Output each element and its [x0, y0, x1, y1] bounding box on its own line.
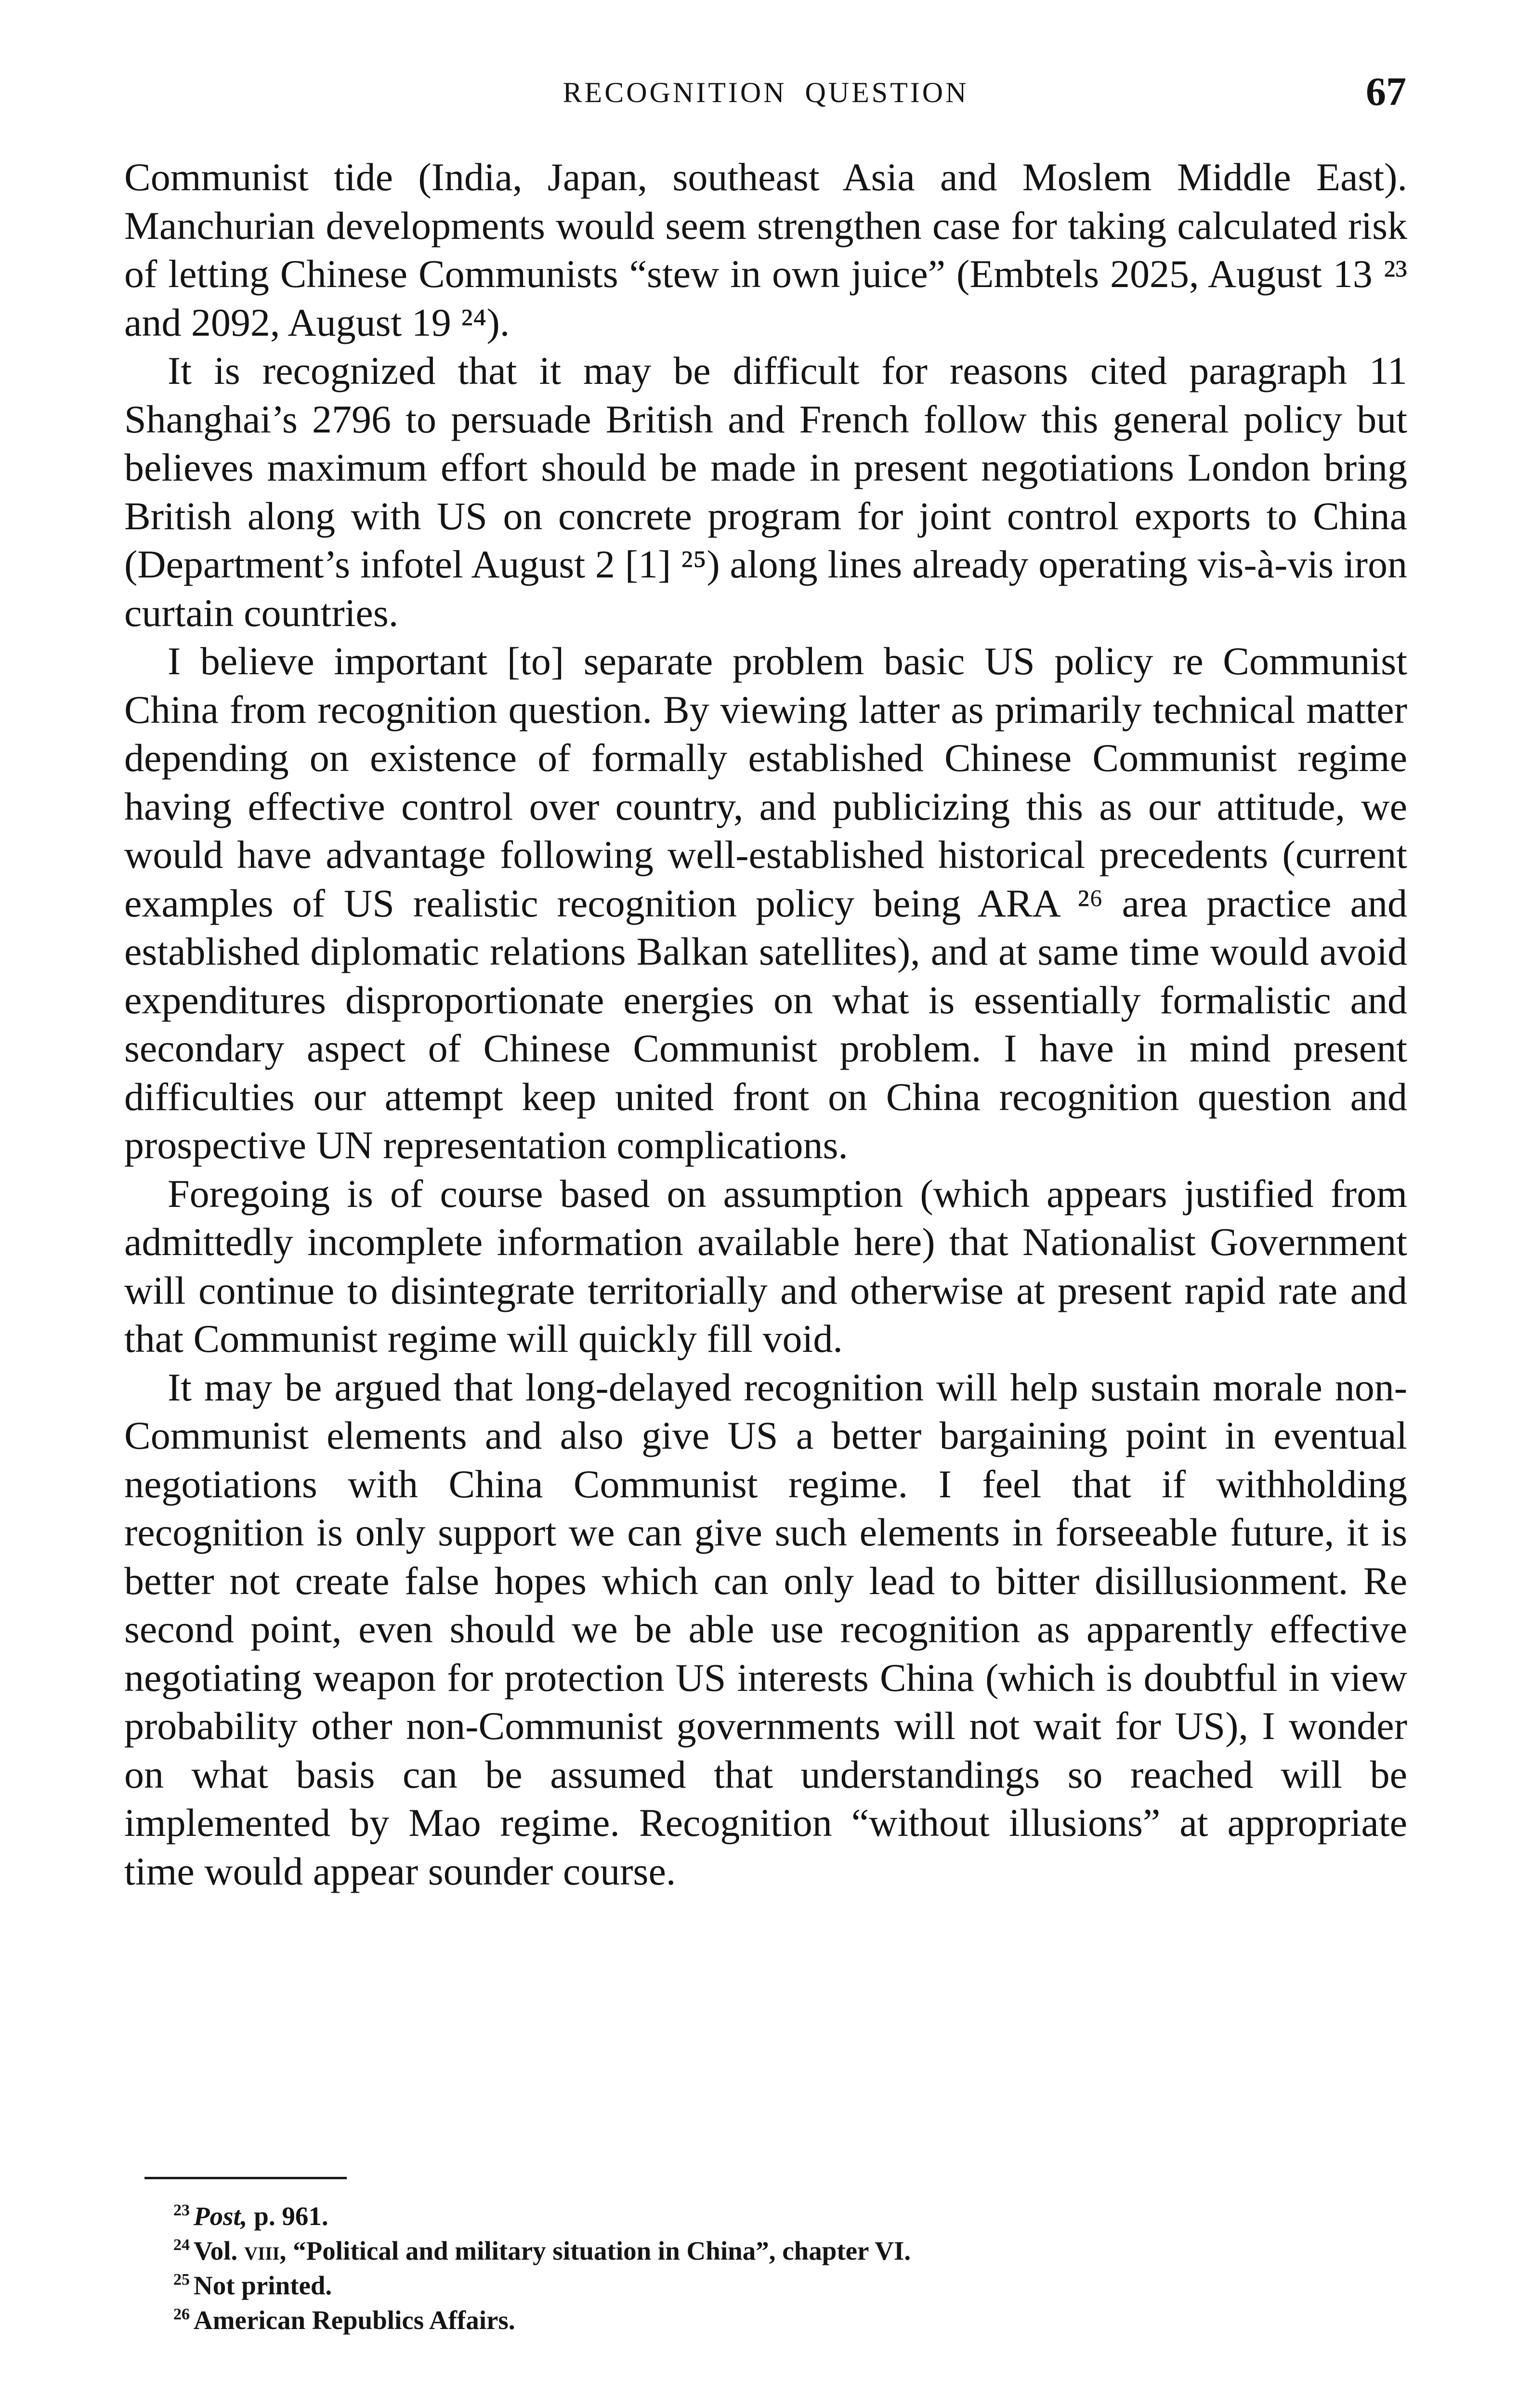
page-number: 67 — [1366, 69, 1406, 114]
paragraph-1: Communist tide (India, Japan, southeast Asia and Moslem Middle East). Manchurian developments would seem strengthen case for taking calculated risk of letting Chinese Communists “stew in own juice” (Embtels 2025, August 13 ²³ and 2092, August 19 ²⁴). — [124, 155, 1407, 344]
footnote-text: p. 961. — [247, 2201, 328, 2231]
footnote-volume: viii — [244, 2236, 280, 2265]
footnote-separator — [144, 2177, 347, 2179]
paragraph-3: I believe important [to] separate problem basic US policy re Communist China from recognition question. By viewing latter as primarily technical matter depending on existence of formally established Chinese Communist regime having effective control over country, and publicizing this as our attitude, we would have advantage following well-established historical precedents (current examples of US realistic recognition policy being ARA ²⁶ area practice and established diplomatic relations Balkan satellites), and at same time would avoid expenditures disproportionate energies on what is essentially formalistic and secondary aspect of Chinese Communist problem. I have in mind present difficulties our attempt keep united front on China recognition question and prospective UN representation complications. — [124, 639, 1407, 1167]
footnote-25 — [173, 2265, 1377, 2300]
paragraph-4: Foregoing is of course based on assumption (which appears justified from admittedly incomplete information available here) that Nationalist Government will continue to disintegrate territorially and otherwise at present rapid rate and that Communist regime will quickly fill void. — [124, 1171, 1407, 1361]
footnote-marker: 23 — [173, 2201, 190, 2219]
paragraph-5: It may be argued that long-delayed recognition will help sustain morale non-Communist elements and also give US a better bargaining point in eventual negotiations with China Communist regime. I feel that if withholding recognition is only support we can give such elements in forseeable future, it is better not create false hopes which can only lead to bitter disillusionment. Re second point, even should we be able use recognition as apparently effective negotiating weapon for protection US interests China (which is doubtful in view probability other non-Communist governments will not wait for US), I wonder on what basis can be assumed that understandings so reached will be implemented by Mao regime. Recognition “without illusions” at appropriate time would appear sounder course. — [124, 1365, 1407, 1893]
running-head: RECOGNITION QUESTION — [563, 77, 969, 108]
body-text — [124, 153, 1407, 1896]
footnotes — [173, 2196, 1377, 2335]
footnote-text: American Republics Affairs. — [194, 2305, 515, 2335]
footnote-marker: 25 — [173, 2271, 190, 2289]
footnote-24 — [173, 2231, 1377, 2265]
footnote-26 — [173, 2300, 1377, 2335]
footnote-marker: 24 — [173, 2236, 190, 2254]
page-header — [125, 69, 1406, 125]
footnote-23 — [173, 2196, 1377, 2231]
footnote-emphasis: Post, — [194, 2201, 248, 2231]
footnote-text: Not printed. — [194, 2271, 332, 2300]
footnote-prefix: Vol. — [194, 2236, 244, 2265]
footnote-marker: 26 — [173, 2305, 190, 2323]
paragraph-2: It is recognized that it may be difficult for reasons cited paragraph 11 Shanghai’s 2796 to persuade British and French follow this general policy but believes maximum effort should be made in present negotiations London bring British along with US on concrete program for joint control exports to China (Department’s infotel August 2 [1] ²⁵) along lines already operating vis-à-vis iron curtain countries. — [124, 349, 1407, 635]
footnote-text: , “Political and military situation in China”, chapter VI. — [279, 2236, 911, 2265]
